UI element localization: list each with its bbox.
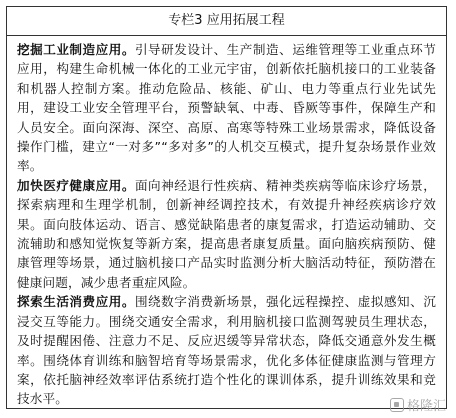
paragraph-heading: 加快医疗健康应用。 [17,177,135,193]
paragraph-body: 引导研发设计、生产制造、运维管理等工业重点环节应用，构建生命机械一体化的工业元宇宙，创新依托脑机接口的工业装备和机器人控制方案。推动危险品、核能、矿山、电力等重点行业先试先用，建设工业安全管理平台，预警缺氧、中毒、昏厥等事件，保障生产和人员安全。面向深海、深空、高原、高寒等特殊工业场景需求，降低设备操作门槛，建立“一对多”“多对多”的人机交互模式，提升复杂场景作业效率。 [17,42,436,174]
column-box [6,6,447,409]
column-content [7,36,446,409]
paragraph-body: 面向神经退行性疾病、精神类疾病等临床诊疗场景，探索病理和生理学机制，创新神经调控技术，有效提升神经疾病诊疗效果。面向肢体运动、语言、感觉缺陷患者的康复需求，打造运动辅助、交流辅助和感知觉恢复等新方案，提高患者康复质量。面向脑疾病预防、健康管理等场景，通过脑机接口产品实时监测分析大脑活动特征，预防潜在健康问题，减少患者重症风险。 [17,177,436,290]
paragraph-heading: 探索生活消费应用。 [17,294,135,310]
watermark [390,395,446,414]
column-title: 专栏3 应用拓展工程 [7,7,446,36]
app-logo-icon [390,398,404,412]
paragraph-medical [17,176,436,292]
paragraph-industrial [17,40,436,176]
paragraph-body: 围绕数字消费新场景，强化远程操控、虚拟感知、沉浸交互等能力。围绕交通安全需求，利用脑机接口监测驾驶员生理状态，及时提醒困倦、注意力不足、反应迟缓等异常状态，降低交通意外发生概率。围绕体育训练和脑智培育等场景需求，优化多体征健康监测与管理方案，依托脑神经效率评估系统打造个性化的课训体系，提升训练效果和竞技水平。 [17,294,436,407]
paragraph-heading: 挖掘工业制造应用。 [17,42,135,57]
paragraph-consumer [17,292,436,408]
watermark-text: 格隆汇 [406,399,446,414]
